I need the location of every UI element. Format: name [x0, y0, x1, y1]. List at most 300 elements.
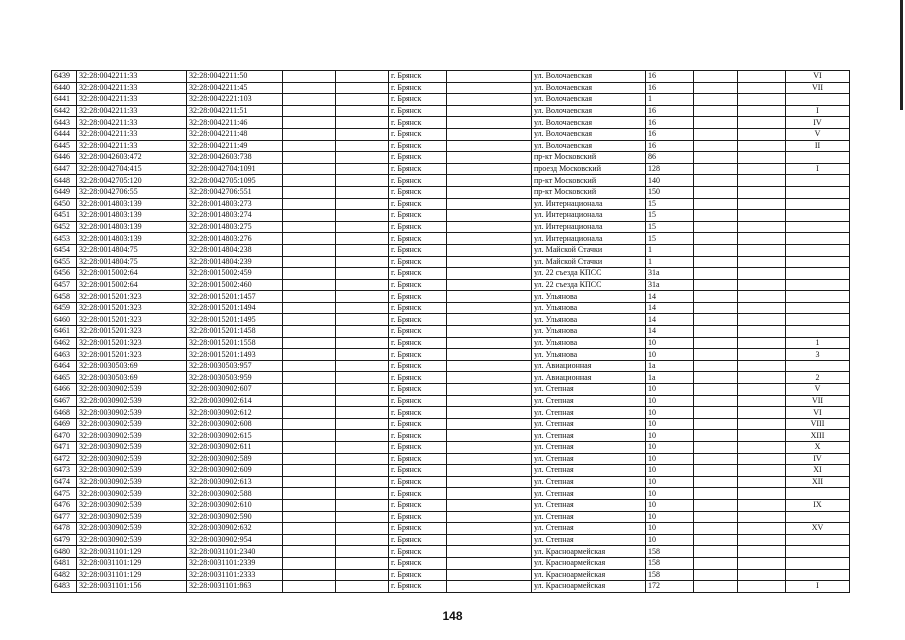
empty-cell-cell — [447, 465, 532, 477]
new-cadastral-number-cell: 32:28:0030902:589 — [187, 453, 283, 465]
empty-cell-cell — [738, 384, 786, 396]
house-number-cell: 172 — [646, 581, 694, 593]
empty-cell-cell — [694, 349, 738, 361]
empty-cell-cell — [694, 105, 738, 117]
old-cadastral-number-cell: 32:28:0042211:33 — [77, 128, 187, 140]
empty-cell-cell — [283, 82, 336, 94]
house-number-cell: 10 — [646, 337, 694, 349]
street-cell: ул. Авиационная — [532, 360, 646, 372]
new-cadastral-number-cell: 32:28:0042211:51 — [187, 105, 283, 117]
house-number-cell: 1 — [646, 256, 694, 268]
city-cell: г. Брянск — [389, 453, 447, 465]
city-cell: г. Брянск — [389, 488, 447, 500]
empty-cell-cell — [336, 337, 389, 349]
empty-cell-cell — [447, 94, 532, 106]
empty-cell-cell — [447, 82, 532, 94]
premises-number-cell — [786, 360, 850, 372]
page-number: 148 — [442, 609, 463, 623]
house-number-cell: 16 — [646, 105, 694, 117]
empty-cell-cell — [447, 395, 532, 407]
empty-cell-cell — [283, 94, 336, 106]
empty-cell-cell — [336, 384, 389, 396]
old-cadastral-number-cell: 32:28:0042211:33 — [77, 105, 187, 117]
empty-cell-cell — [738, 511, 786, 523]
empty-cell-cell — [283, 198, 336, 210]
empty-cell-cell — [447, 210, 532, 222]
empty-cell-cell — [336, 360, 389, 372]
old-cadastral-number-cell: 32:28:0031101:129 — [77, 569, 187, 581]
old-cadastral-number-cell: 32:28:0030902:539 — [77, 488, 187, 500]
empty-cell-cell — [738, 418, 786, 430]
premises-number-cell: 3 — [786, 349, 850, 361]
empty-cell-cell — [447, 430, 532, 442]
empty-cell-cell — [738, 244, 786, 256]
house-number-cell: 15 — [646, 221, 694, 233]
old-cadastral-number-cell: 32:28:0030503:69 — [77, 372, 187, 384]
house-number-cell: 15 — [646, 233, 694, 245]
city-cell: г. Брянск — [389, 569, 447, 581]
row-number-cell: 6455 — [52, 256, 77, 268]
empty-cell-cell — [694, 499, 738, 511]
old-cadastral-number-cell: 32:28:0014804:75 — [77, 256, 187, 268]
city-cell: г. Брянск — [389, 221, 447, 233]
street-cell: ул. Красноармейская — [532, 546, 646, 558]
empty-cell-cell — [738, 534, 786, 546]
row-number-cell: 6452 — [52, 221, 77, 233]
new-cadastral-number-cell: 32:28:0015201:1495 — [187, 314, 283, 326]
empty-cell-cell — [447, 360, 532, 372]
empty-cell-cell — [336, 291, 389, 303]
empty-cell-cell — [694, 430, 738, 442]
table-row — [52, 152, 850, 164]
house-number-cell: 1а — [646, 360, 694, 372]
old-cadastral-number-cell: 32:28:0042706:55 — [77, 186, 187, 198]
table-row — [52, 384, 850, 396]
house-number-cell: 140 — [646, 175, 694, 187]
new-cadastral-number-cell: 32:28:0030902:954 — [187, 534, 283, 546]
row-number-cell: 6440 — [52, 82, 77, 94]
street-cell: проезд Московский — [532, 163, 646, 175]
empty-cell-cell — [283, 430, 336, 442]
empty-cell-cell — [336, 268, 389, 280]
empty-cell-cell — [336, 163, 389, 175]
new-cadastral-number-cell: 32:28:0015002:459 — [187, 268, 283, 280]
city-cell: г. Брянск — [389, 140, 447, 152]
premises-number-cell — [786, 279, 850, 291]
empty-cell-cell — [738, 314, 786, 326]
empty-cell-cell — [447, 349, 532, 361]
table-row — [52, 499, 850, 511]
street-cell: ул. Авиационная — [532, 372, 646, 384]
new-cadastral-number-cell: 32:28:0042211:49 — [187, 140, 283, 152]
new-cadastral-number-cell: 32:28:0030902:632 — [187, 523, 283, 535]
empty-cell-cell — [738, 256, 786, 268]
empty-cell-cell — [283, 244, 336, 256]
street-cell: ул. Красноармейская — [532, 569, 646, 581]
premises-number-cell: VI — [786, 71, 850, 83]
row-number-cell: 6467 — [52, 395, 77, 407]
new-cadastral-number-cell: 32:28:0042706:551 — [187, 186, 283, 198]
empty-cell-cell — [283, 442, 336, 454]
empty-cell-cell — [283, 163, 336, 175]
empty-cell-cell — [283, 349, 336, 361]
empty-cell-cell — [694, 291, 738, 303]
row-number-cell: 6481 — [52, 557, 77, 569]
city-cell: г. Брянск — [389, 175, 447, 187]
old-cadastral-number-cell: 32:28:0030902:539 — [77, 465, 187, 477]
empty-cell-cell — [447, 453, 532, 465]
table-row — [52, 279, 850, 291]
street-cell: ул. 22 съезда КПСС — [532, 268, 646, 280]
city-cell: г. Брянск — [389, 198, 447, 210]
row-number-cell: 6460 — [52, 314, 77, 326]
old-cadastral-number-cell: 32:28:0014803:139 — [77, 221, 187, 233]
new-cadastral-number-cell: 32:28:0042211:45 — [187, 82, 283, 94]
old-cadastral-number-cell: 32:28:0030902:539 — [77, 499, 187, 511]
empty-cell-cell — [283, 407, 336, 419]
house-number-cell: 158 — [646, 569, 694, 581]
house-number-cell: 10 — [646, 395, 694, 407]
city-cell: г. Брянск — [389, 268, 447, 280]
city-cell: г. Брянск — [389, 117, 447, 129]
new-cadastral-number-cell: 32:28:0014804:238 — [187, 244, 283, 256]
house-number-cell: 128 — [646, 163, 694, 175]
empty-cell-cell — [694, 94, 738, 106]
old-cadastral-number-cell: 32:28:0030902:539 — [77, 442, 187, 454]
city-cell: г. Брянск — [389, 82, 447, 94]
city-cell: г. Брянск — [389, 163, 447, 175]
empty-cell-cell — [738, 82, 786, 94]
row-number-cell: 6458 — [52, 291, 77, 303]
row-number-cell: 6444 — [52, 128, 77, 140]
empty-cell-cell — [283, 360, 336, 372]
empty-cell-cell — [447, 256, 532, 268]
premises-number-cell — [786, 198, 850, 210]
house-number-cell: 16 — [646, 128, 694, 140]
city-cell: г. Брянск — [389, 511, 447, 523]
table-row — [52, 94, 850, 106]
empty-cell-cell — [283, 186, 336, 198]
premises-number-cell: 2 — [786, 372, 850, 384]
empty-cell-cell — [283, 534, 336, 546]
empty-cell-cell — [336, 186, 389, 198]
new-cadastral-number-cell: 32:28:0031101:2339 — [187, 557, 283, 569]
empty-cell-cell — [447, 511, 532, 523]
empty-cell-cell — [738, 488, 786, 500]
house-number-cell: 14 — [646, 326, 694, 338]
empty-cell-cell — [738, 279, 786, 291]
premises-number-cell: VII — [786, 395, 850, 407]
house-number-cell: 16 — [646, 140, 694, 152]
premises-number-cell: XIII — [786, 430, 850, 442]
empty-cell-cell — [738, 140, 786, 152]
street-cell: ул. Майской Стачки — [532, 256, 646, 268]
old-cadastral-number-cell: 32:28:0042211:33 — [77, 140, 187, 152]
street-cell: пр-кт Московский — [532, 175, 646, 187]
premises-number-cell: XV — [786, 523, 850, 535]
empty-cell-cell — [283, 326, 336, 338]
row-number-cell: 6465 — [52, 372, 77, 384]
table-row — [52, 244, 850, 256]
house-number-cell: 10 — [646, 442, 694, 454]
empty-cell-cell — [447, 140, 532, 152]
empty-cell-cell — [738, 221, 786, 233]
empty-cell-cell — [694, 360, 738, 372]
street-cell: ул. Ульянова — [532, 326, 646, 338]
premises-number-cell: X — [786, 442, 850, 454]
table-row — [52, 523, 850, 535]
city-cell: г. Брянск — [389, 465, 447, 477]
empty-cell-cell — [447, 569, 532, 581]
old-cadastral-number-cell: 32:28:0030902:539 — [77, 384, 187, 396]
city-cell: г. Брянск — [389, 395, 447, 407]
street-cell: ул. Степная — [532, 407, 646, 419]
premises-number-cell — [786, 210, 850, 222]
empty-cell-cell — [447, 314, 532, 326]
table-row — [52, 186, 850, 198]
empty-cell-cell — [447, 244, 532, 256]
city-cell: г. Брянск — [389, 302, 447, 314]
new-cadastral-number-cell: 32:28:0030902:608 — [187, 418, 283, 430]
empty-cell-cell — [283, 511, 336, 523]
empty-cell-cell — [694, 314, 738, 326]
street-cell: ул. Интернационала — [532, 221, 646, 233]
table-row — [52, 476, 850, 488]
table-row — [52, 442, 850, 454]
house-number-cell: 10 — [646, 418, 694, 430]
table-row — [52, 302, 850, 314]
street-cell: пр-кт Московский — [532, 152, 646, 164]
row-number-cell: 6449 — [52, 186, 77, 198]
empty-cell-cell — [283, 291, 336, 303]
empty-cell-cell — [738, 326, 786, 338]
city-cell: г. Брянск — [389, 71, 447, 83]
empty-cell-cell — [738, 152, 786, 164]
street-cell: ул. Ульянова — [532, 302, 646, 314]
empty-cell-cell — [283, 372, 336, 384]
row-number-cell: 6459 — [52, 302, 77, 314]
empty-cell-cell — [694, 244, 738, 256]
city-cell: г. Брянск — [389, 326, 447, 338]
empty-cell-cell — [694, 233, 738, 245]
empty-cell-cell — [738, 128, 786, 140]
street-cell: ул. Волочаевская — [532, 105, 646, 117]
empty-cell-cell — [283, 175, 336, 187]
empty-cell-cell — [283, 499, 336, 511]
empty-cell-cell — [447, 163, 532, 175]
table-body — [52, 71, 850, 593]
premises-number-cell — [786, 511, 850, 523]
old-cadastral-number-cell: 32:28:0030902:539 — [77, 476, 187, 488]
old-cadastral-number-cell: 32:28:0030902:539 — [77, 523, 187, 535]
empty-cell-cell — [336, 499, 389, 511]
row-number-cell: 6454 — [52, 244, 77, 256]
empty-cell-cell — [447, 279, 532, 291]
old-cadastral-number-cell: 32:28:0031101:129 — [77, 557, 187, 569]
empty-cell-cell — [336, 534, 389, 546]
empty-cell-cell — [336, 465, 389, 477]
table-row — [52, 163, 850, 175]
table-row — [52, 569, 850, 581]
premises-number-cell: XI — [786, 465, 850, 477]
empty-cell-cell — [738, 442, 786, 454]
empty-cell-cell — [283, 337, 336, 349]
table-row — [52, 337, 850, 349]
empty-cell-cell — [336, 511, 389, 523]
empty-cell-cell — [447, 198, 532, 210]
table-row — [52, 581, 850, 593]
row-number-cell: 6439 — [52, 71, 77, 83]
city-cell: г. Брянск — [389, 430, 447, 442]
empty-cell-cell — [694, 186, 738, 198]
empty-cell-cell — [283, 476, 336, 488]
empty-cell-cell — [447, 117, 532, 129]
empty-cell-cell — [447, 407, 532, 419]
old-cadastral-number-cell: 32:28:0030902:539 — [77, 395, 187, 407]
city-cell: г. Брянск — [389, 233, 447, 245]
city-cell: г. Брянск — [389, 418, 447, 430]
empty-cell-cell — [694, 534, 738, 546]
empty-cell-cell — [283, 279, 336, 291]
street-cell: ул. Интернационала — [532, 210, 646, 222]
row-number-cell: 6482 — [52, 569, 77, 581]
street-cell: ул. Волочаевская — [532, 94, 646, 106]
premises-number-cell — [786, 534, 850, 546]
empty-cell-cell — [447, 488, 532, 500]
row-number-cell: 6472 — [52, 453, 77, 465]
empty-cell-cell — [336, 128, 389, 140]
empty-cell-cell — [738, 71, 786, 83]
premises-number-cell — [786, 186, 850, 198]
row-number-cell: 6456 — [52, 268, 77, 280]
table-row — [52, 349, 850, 361]
table-row — [52, 465, 850, 477]
street-cell: ул. Ульянова — [532, 337, 646, 349]
empty-cell-cell — [694, 418, 738, 430]
old-cadastral-number-cell: 32:28:0030902:539 — [77, 511, 187, 523]
premises-number-cell — [786, 175, 850, 187]
new-cadastral-number-cell: 32:28:0014803:274 — [187, 210, 283, 222]
street-cell: ул. Степная — [532, 523, 646, 535]
old-cadastral-number-cell: 32:28:0030902:539 — [77, 430, 187, 442]
house-number-cell: 16 — [646, 117, 694, 129]
table-row — [52, 71, 850, 83]
old-cadastral-number-cell: 32:28:0030902:539 — [77, 407, 187, 419]
house-number-cell: 10 — [646, 499, 694, 511]
row-number-cell: 6457 — [52, 279, 77, 291]
city-cell: г. Брянск — [389, 128, 447, 140]
new-cadastral-number-cell: 32:28:0031101:2333 — [187, 569, 283, 581]
new-cadastral-number-cell: 32:28:0030902:614 — [187, 395, 283, 407]
empty-cell-cell — [283, 140, 336, 152]
empty-cell-cell — [283, 418, 336, 430]
table-row — [52, 511, 850, 523]
city-cell: г. Брянск — [389, 256, 447, 268]
empty-cell-cell — [336, 105, 389, 117]
house-number-cell: 10 — [646, 384, 694, 396]
new-cadastral-number-cell: 32:28:0030902:615 — [187, 430, 283, 442]
premises-number-cell: VI — [786, 407, 850, 419]
empty-cell-cell — [738, 465, 786, 477]
house-number-cell: 16 — [646, 82, 694, 94]
old-cadastral-number-cell: 32:28:0030503:69 — [77, 360, 187, 372]
old-cadastral-number-cell: 32:28:0042603:472 — [77, 152, 187, 164]
street-cell: ул. 22 съезда КПСС — [532, 279, 646, 291]
old-cadastral-number-cell: 32:28:0042211:33 — [77, 94, 187, 106]
empty-cell-cell — [694, 175, 738, 187]
empty-cell-cell — [694, 476, 738, 488]
city-cell: г. Брянск — [389, 291, 447, 303]
empty-cell-cell — [336, 117, 389, 129]
old-cadastral-number-cell: 32:28:0042704:415 — [77, 163, 187, 175]
table-row — [52, 418, 850, 430]
city-cell: г. Брянск — [389, 557, 447, 569]
empty-cell-cell — [336, 546, 389, 558]
empty-cell-cell — [336, 233, 389, 245]
row-number-cell: 6468 — [52, 407, 77, 419]
empty-cell-cell — [336, 418, 389, 430]
house-number-cell: 10 — [646, 430, 694, 442]
old-cadastral-number-cell: 32:28:0014803:139 — [77, 210, 187, 222]
empty-cell-cell — [738, 210, 786, 222]
empty-cell-cell — [283, 105, 336, 117]
empty-cell-cell — [283, 210, 336, 222]
street-cell: ул. Степная — [532, 418, 646, 430]
empty-cell-cell — [336, 569, 389, 581]
street-cell: ул. Степная — [532, 395, 646, 407]
empty-cell-cell — [336, 349, 389, 361]
empty-cell-cell — [694, 82, 738, 94]
house-number-cell: 1 — [646, 244, 694, 256]
empty-cell-cell — [336, 476, 389, 488]
empty-cell-cell — [694, 407, 738, 419]
row-number-cell: 6476 — [52, 499, 77, 511]
empty-cell-cell — [283, 569, 336, 581]
empty-cell-cell — [283, 117, 336, 129]
row-number-cell: 6445 — [52, 140, 77, 152]
row-number-cell: 6478 — [52, 523, 77, 535]
empty-cell-cell — [738, 430, 786, 442]
house-number-cell: 10 — [646, 476, 694, 488]
row-number-cell: 6464 — [52, 360, 77, 372]
premises-number-cell — [786, 557, 850, 569]
row-number-cell: 6471 — [52, 442, 77, 454]
city-cell: г. Брянск — [389, 407, 447, 419]
empty-cell-cell — [694, 523, 738, 535]
house-number-cell: 158 — [646, 546, 694, 558]
premises-number-cell: II — [786, 140, 850, 152]
city-cell: г. Брянск — [389, 360, 447, 372]
new-cadastral-number-cell: 32:28:0015201:1494 — [187, 302, 283, 314]
table-row — [52, 233, 850, 245]
new-cadastral-number-cell: 32:28:0015201:1457 — [187, 291, 283, 303]
house-number-cell: 1 — [646, 94, 694, 106]
new-cadastral-number-cell: 32:28:0031101:2340 — [187, 546, 283, 558]
street-cell: ул. Степная — [532, 384, 646, 396]
new-cadastral-number-cell: 32:28:0031101:863 — [187, 581, 283, 593]
empty-cell-cell — [336, 82, 389, 94]
empty-cell-cell — [694, 140, 738, 152]
premises-number-cell: V — [786, 384, 850, 396]
new-cadastral-number-cell: 32:28:0015201:1458 — [187, 326, 283, 338]
street-cell: ул. Степная — [532, 499, 646, 511]
city-cell: г. Брянск — [389, 499, 447, 511]
empty-cell-cell — [694, 395, 738, 407]
empty-cell-cell — [694, 372, 738, 384]
table-row — [52, 360, 850, 372]
city-cell: г. Брянск — [389, 244, 447, 256]
table-row — [52, 453, 850, 465]
